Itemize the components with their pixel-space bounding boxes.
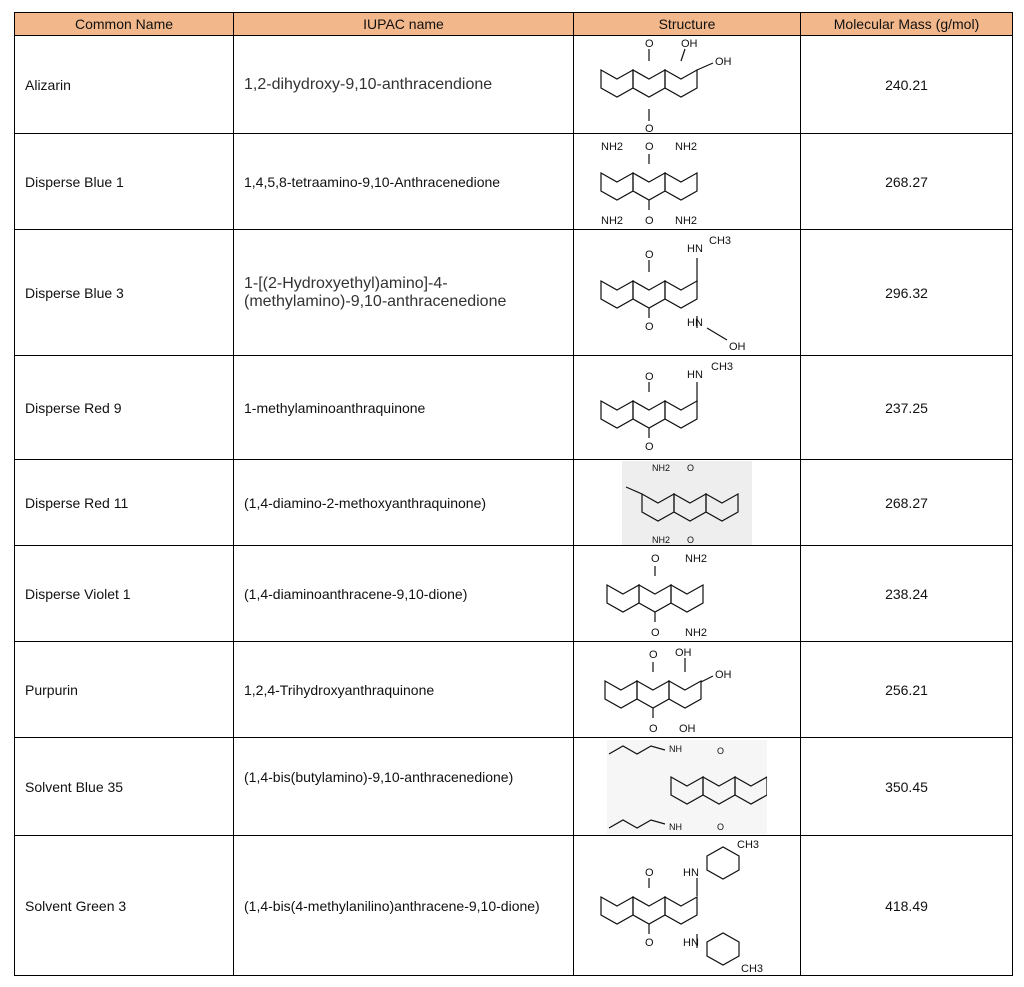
molecular-mass-cell: 238.24	[801, 546, 1013, 642]
atom-label: O	[645, 936, 654, 949]
structure-cell	[574, 642, 801, 738]
iupac-name-cell: (1,4-diamino-2-methoxyanthraquinone)	[234, 460, 574, 546]
atom-label: NH2	[652, 462, 671, 473]
atom-label: NH2	[601, 140, 624, 153]
atom-label: OH	[681, 37, 698, 50]
iupac-name-cell: 1,2,4-Trihydroxyanthraquinone	[234, 642, 574, 738]
atom-label: OH	[675, 646, 692, 659]
dye-table	[14, 12, 1013, 976]
common-name-cell: Solvent Blue 35	[15, 738, 234, 836]
atom-label: NH2	[685, 626, 708, 639]
common-name-cell: Disperse Red 9	[15, 356, 234, 460]
common-name-cell: Disperse Red 11	[15, 460, 234, 546]
disperse-red-9-structure	[587, 358, 787, 458]
molecular-mass-cell: 256.21	[801, 642, 1013, 738]
molecular-mass-cell: 268.27	[801, 460, 1013, 546]
molecular-mass-cell: 237.25	[801, 356, 1013, 460]
header-common-name: Common Name	[15, 13, 234, 36]
atom-label: O	[717, 821, 725, 832]
atom-label: O	[687, 462, 695, 473]
atom-label: O	[651, 626, 660, 639]
purpurin-structure	[587, 644, 787, 736]
atom-label: O	[645, 248, 654, 261]
atom-label: O	[649, 722, 658, 735]
atom-label: NH2	[601, 214, 624, 227]
structure-cell	[574, 836, 801, 976]
table-row	[15, 230, 1013, 356]
header-molecular-mass: Molecular Mass (g/mol)	[801, 13, 1013, 36]
iupac-name-cell: 1-methylaminoanthraquinone	[234, 356, 574, 460]
common-name-cell: Disperse Blue 1	[15, 134, 234, 230]
common-name-cell: Solvent Green 3	[15, 836, 234, 976]
common-name-cell: Disperse Blue 3	[15, 230, 234, 356]
alizarin-structure	[587, 37, 787, 133]
atom-label: O	[649, 648, 658, 661]
atom-label: NH	[669, 743, 682, 754]
molecular-mass-cell: 296.32	[801, 230, 1013, 356]
common-name-cell: Disperse Violet 1	[15, 546, 234, 642]
disperse-blue-3-structure	[587, 232, 787, 354]
atom-label: HN	[687, 316, 703, 329]
atom-label: NH	[669, 821, 682, 832]
iupac-name-cell: 1,4,5,8-tetraamino-9,10-Anthracenedione	[234, 134, 574, 230]
disperse-blue-1-structure	[587, 136, 787, 228]
iupac-name-cell: 1,2-dihydroxy-9,10-anthracendione	[234, 36, 574, 134]
atom-label: O	[651, 552, 660, 565]
table-row	[15, 36, 1013, 134]
disperse-red-11-structure	[622, 461, 752, 545]
atom-label: O	[645, 37, 654, 50]
atom-label: OH	[715, 55, 732, 68]
structure-cell	[574, 36, 801, 134]
atom-label: O	[687, 534, 695, 545]
header-iupac-name: IUPAC name	[234, 13, 574, 36]
disperse-violet-1-structure	[587, 548, 787, 640]
atom-label: NH2	[685, 552, 708, 565]
common-name-cell: Alizarin	[15, 36, 234, 134]
atom-label: HN	[683, 866, 699, 879]
structure-cell	[574, 460, 801, 546]
atom-label: O	[645, 214, 654, 227]
atom-label: O	[645, 440, 654, 453]
atom-label: O	[645, 320, 654, 333]
table-row	[15, 546, 1013, 642]
table-row	[15, 642, 1013, 738]
atom-label: HN	[683, 936, 699, 949]
table-row	[15, 356, 1013, 460]
molecular-mass-cell: 268.27	[801, 134, 1013, 230]
atom-label: HN	[687, 368, 703, 381]
table-row	[15, 836, 1013, 976]
atom-label: O	[645, 140, 654, 153]
molecular-mass-cell: 418.49	[801, 836, 1013, 976]
iupac-name-cell: (1,4-diaminoanthracene-9,10-dione)	[234, 546, 574, 642]
iupac-name-cell: (1,4-bis(butylamino)-9,10-anthracenedione)	[234, 738, 574, 836]
structure-cell	[574, 230, 801, 356]
atom-label: O	[645, 370, 654, 383]
atom-label: OH	[679, 722, 696, 735]
atom-label: O	[717, 745, 725, 756]
table-row	[15, 460, 1013, 546]
atom-label: CH3	[711, 360, 734, 373]
table-row	[15, 134, 1013, 230]
solvent-green-3-structure	[587, 838, 787, 974]
atom-label: OH	[715, 668, 732, 681]
structure-cell	[574, 356, 801, 460]
header-structure: Structure	[574, 13, 801, 36]
structure-cell	[574, 134, 801, 230]
solvent-blue-35-structure	[607, 740, 767, 834]
atom-label: OH	[729, 340, 746, 353]
atom-label: NH2	[675, 214, 698, 227]
header-row	[15, 13, 1013, 36]
common-name-cell: Purpurin	[15, 642, 234, 738]
molecular-mass-cell: 240.21	[801, 36, 1013, 134]
molecular-mass-cell: 350.45	[801, 738, 1013, 836]
atom-label: CH3	[709, 234, 732, 247]
atom-label: O	[645, 122, 654, 133]
atom-label: NH2	[652, 534, 671, 545]
iupac-name-cell: 1-[(2-Hydroxyethyl)amino]-4-(methylamino)-9,10-anthracenedione	[234, 230, 574, 356]
atom-label: CH3	[741, 962, 764, 974]
atom-label: O	[645, 866, 654, 879]
structure-cell	[574, 738, 801, 836]
iupac-name-cell: (1,4-bis(4-methylanilino)anthracene-9,10-dione)	[234, 836, 574, 976]
atom-label: HN	[687, 242, 703, 255]
atom-label: CH3	[737, 838, 760, 851]
structure-cell	[574, 546, 801, 642]
atom-label: NH2	[675, 140, 698, 153]
table-row	[15, 738, 1013, 836]
